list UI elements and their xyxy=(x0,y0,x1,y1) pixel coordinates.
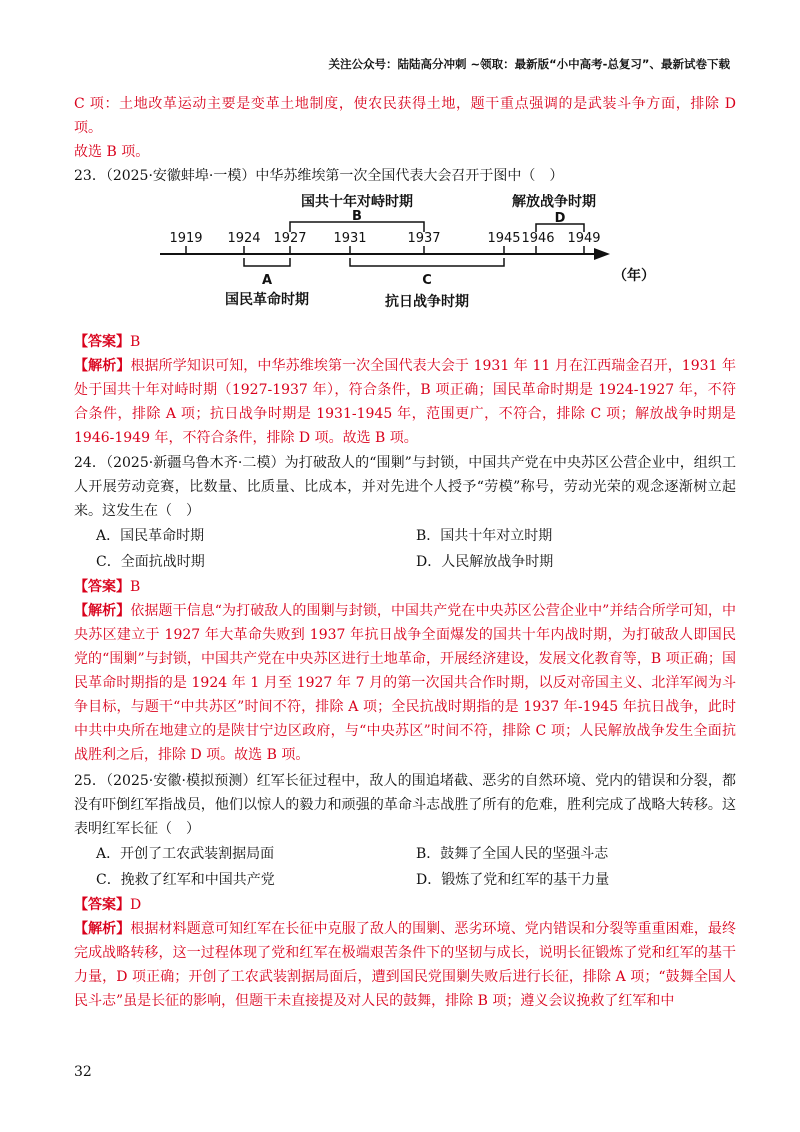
q25-option-d: D．锻炼了党和红军的基干力量 xyxy=(416,872,610,888)
year-1945: 1945 xyxy=(487,231,521,246)
q25-option-a: A．开创了工农武装割据局面 xyxy=(96,846,275,862)
page-header: 关注公众号：陆陆高分冲刺 ~领取：最新版“小中高考-总复习”、最新试卷下载 xyxy=(328,57,730,71)
timeline-arrow xyxy=(594,248,610,260)
year-1919: 1919 xyxy=(169,231,203,246)
year-unit: （年） xyxy=(613,268,655,284)
year-1949: 1949 xyxy=(567,231,601,246)
q24-options xyxy=(74,523,736,575)
label-c: C xyxy=(422,273,432,288)
q24-analysis: 依据题干信息“为打破敌人的围剿与封锁，中国共产党在中央苏区公营企业中”并结合所学可知，中央苏区建立于 1927 年大革命失败到 1937 年抗日战争全面爆发的国共十年内战时期，为打破敌人即国民党的“围剿”与封锁，中国共产党在中央苏区进行土地革命，开展经济建设，发展文化教育等，B 项正确；国民革命时期指的是 1924 年 1 月至 1927 年 7 月的第一次国共合作时期，以反对帝国主义、北洋军阀为斗争目标，与题干“中共苏区”时间不符，排除 A 项；全民抗战时期指的是 1937 年-1945 年抗日战争，此时中共中央所在地建立的是陕甘宁边区政府，与“中央苏区”时间不符，排除 C 项；人民解放战争发生全面抗战胜利之后，排除 D 项。故选 B 项。 xyxy=(74,603,737,763)
label-a-title: 国民革命时期 xyxy=(225,292,309,308)
q23-answer-tag: 【答案】 xyxy=(74,334,130,350)
q24-analysis-tag: 【解析】 xyxy=(74,603,131,619)
q23-answer: B xyxy=(130,334,141,350)
q24-option-b: B．国共十年对立时期 xyxy=(416,528,553,544)
year-1924: 1924 xyxy=(227,231,261,246)
q25-options xyxy=(74,841,736,893)
q25-analysis: 根据材料题意可知红军在长征中克服了敌人的围剿、恶劣环境、党内错误和分裂等重重困难，最终完成战略转移，这一过程体现了党和红军在极端艰苦条件下的坚韧与成长，说明长征锻炼了党和红军的基干力量，D 项正确；开创了工农武装割据局面后，遭到国民党围剿失败后进行长征，排除 A 项；“鼓舞全国人民斗志”虽是长征的影响，但题干未直接提及对人民的鼓舞，排除 B 项；遵义会议挽救了红军和中 xyxy=(74,921,737,1009)
label-c-title: 抗日战争时期 xyxy=(385,294,469,310)
timeline-diagram xyxy=(74,194,714,324)
year-1931: 1931 xyxy=(333,231,367,246)
q23-timeline xyxy=(74,194,736,324)
q24-stem: 24．（2025·新疆乌鲁木齐·二模）为打破敌人的“围剿”与封锁，中国共产党在中央苏区公营企业中，组织工人开展劳动竞赛，比数量、比质量、比成本，并对先进个人授予“劳模”称号，劳动光荣的观念逐渐树立起来。这发生在（ ） xyxy=(74,455,736,519)
year-1927: 1927 xyxy=(273,231,307,246)
label-b-title: 国共十年对峙时期 xyxy=(301,194,413,210)
q23-stem: 23．（2025·安徽蚌埠·一模）中华苏维埃第一次全国代表大会召开于图中（ ） xyxy=(74,168,564,184)
q25-option-b: B．鼓舞了全国人民的坚强斗志 xyxy=(416,846,609,862)
page-number: 32 xyxy=(74,1064,92,1080)
prev-analysis-line2: 故选 B 项。 xyxy=(74,144,150,160)
q24-option-d: D．人民解放战争时期 xyxy=(416,554,554,570)
q24-option-a: A．国民革命时期 xyxy=(96,528,205,544)
label-d: D xyxy=(554,211,566,226)
q25-analysis-tag: 【解析】 xyxy=(74,921,131,937)
q24-answer: B xyxy=(130,579,141,595)
q25-option-c: C．挽救了红军和中国共产党 xyxy=(96,872,275,888)
q24-answer-tag: 【答案】 xyxy=(74,579,130,595)
page-content xyxy=(74,92,736,1013)
q25-stem: 25．（2025·安徽·模拟预测）红军长征过程中，敌人的围追堵截、恶劣的自然环境、党内的错误和分裂，都没有吓倒红军指战员，他们以惊人的毅力和顽强的革命斗志战胜了所有的危难，胜利完成了战略大转移。这表明红军长征（ ） xyxy=(74,773,736,837)
label-a: A xyxy=(261,273,273,288)
label-b: B xyxy=(352,209,362,224)
label-d-title: 解放战争时期 xyxy=(512,194,596,210)
year-1946: 1946 xyxy=(521,231,555,246)
prev-analysis-line1: C 项：土地改革运动主要是变革土地制度，使农民获得土地，题干重点强调的是武装斗争方面，排除 D 项。 xyxy=(74,96,736,136)
q23-analysis: 根据所学知识可知，中华苏维埃第一次全国代表大会于 1931 年 11 月在江西瑞金召开，1931 年处于国共十年对峙时期（1927-1937 年），符合条件，B 项正确；国民革命时期是 1924-1927 年，不符合条件，排除 A 项；抗日战争时期是 1931-1945 年，范围更广，不符合，排除 C 项；解放战争时期是 1946-1949 年，不符合条件，排除 D 项。故选 B 项。 xyxy=(74,358,736,446)
q25-answer-tag: 【答案】 xyxy=(74,897,130,913)
q23-analysis-tag: 【解析】 xyxy=(74,358,131,374)
q25-answer: D xyxy=(130,897,142,913)
q24-option-c: C．全面抗战时期 xyxy=(96,554,205,570)
year-1937: 1937 xyxy=(407,231,441,246)
